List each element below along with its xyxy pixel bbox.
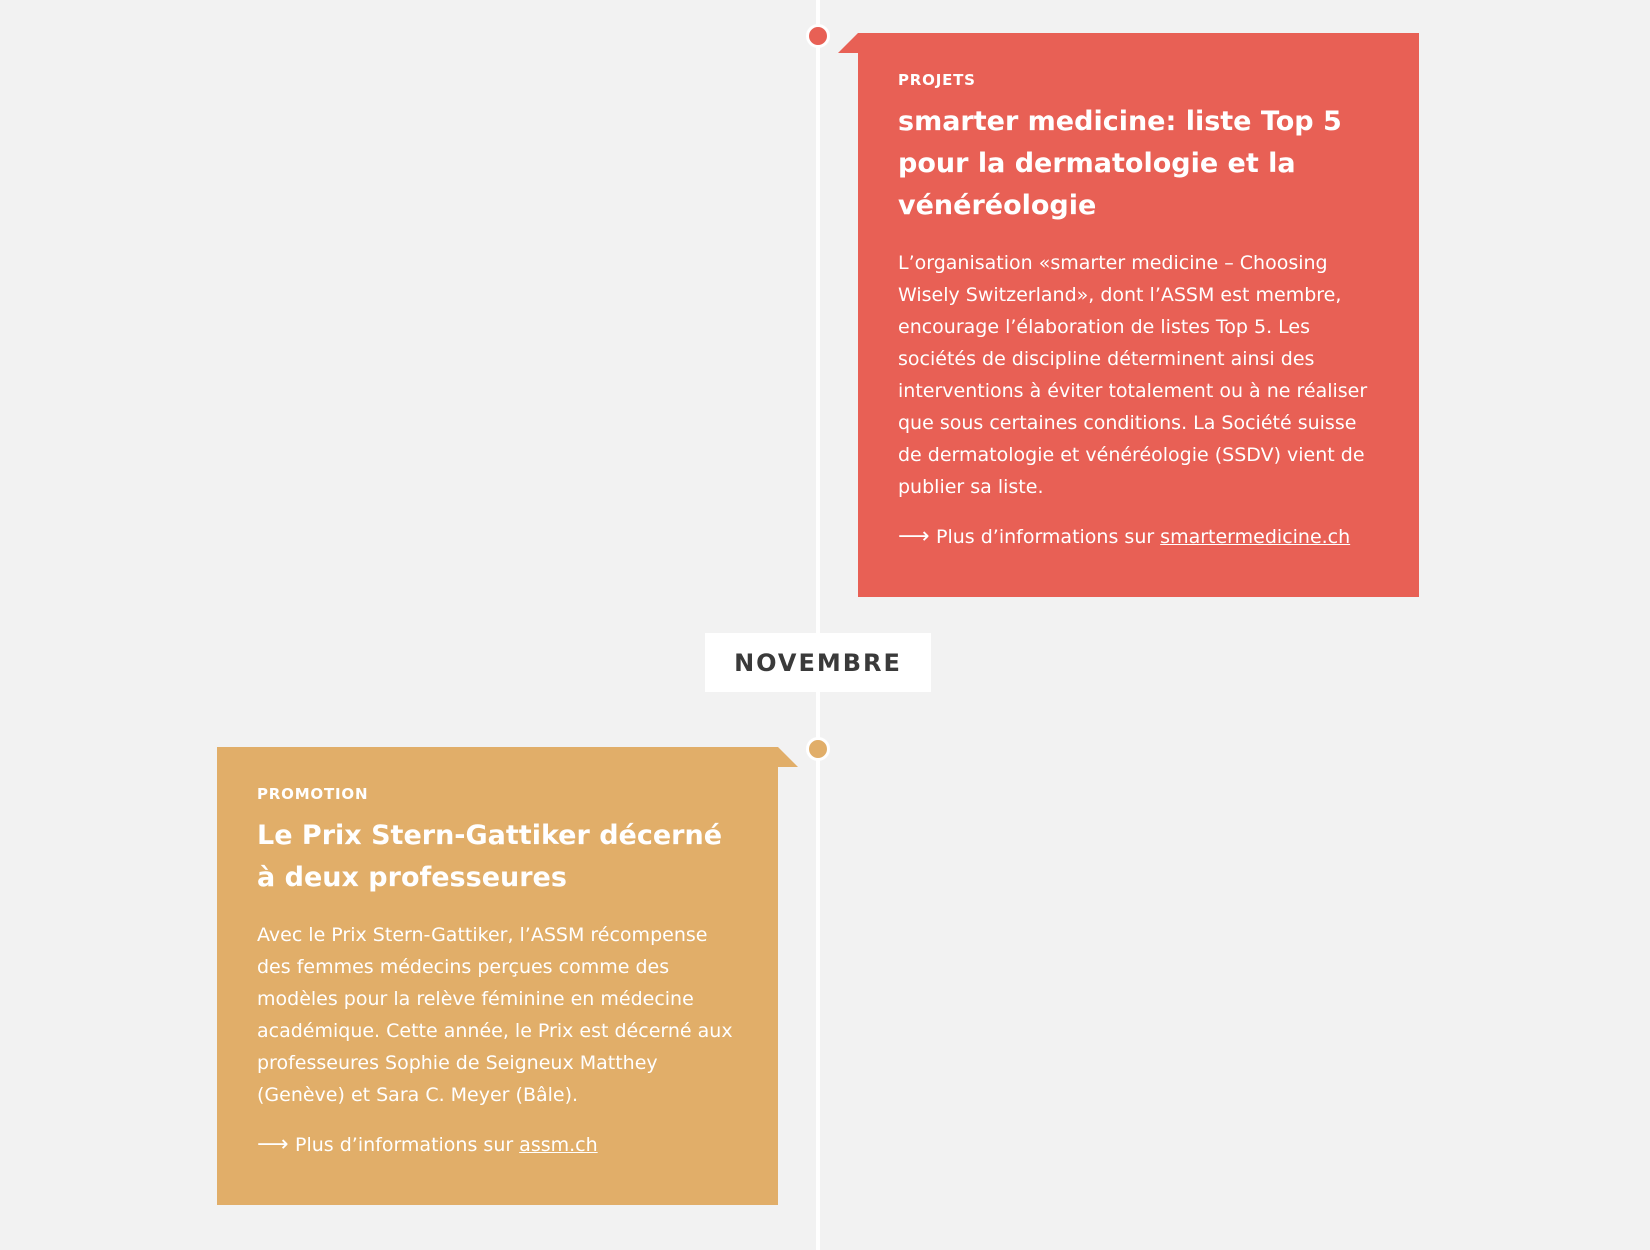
card-title: smarter medicine: liste Top 5 pour la dermatologie et la vénéréologie bbox=[898, 106, 1342, 221]
smartermedicine-link[interactable]: smartermedicine.ch bbox=[1160, 526, 1351, 548]
card-link-prefix: Plus d’informations sur bbox=[295, 1134, 514, 1156]
card-category: PROJETS bbox=[898, 71, 976, 89]
month-label: NOVEMBRE bbox=[705, 633, 931, 692]
timeline-card-promotion bbox=[217, 747, 778, 1205]
timeline-dot-promotion bbox=[806, 737, 830, 761]
timeline-card-projects bbox=[858, 33, 1419, 597]
card-title: Le Prix Stern-Gattiker décerné à deux professeures bbox=[257, 820, 723, 893]
card-link-prefix: Plus d’informations sur bbox=[936, 526, 1155, 548]
card-notch bbox=[778, 747, 798, 767]
arrow-right-icon: ⟶ bbox=[257, 1132, 289, 1157]
card-body: L’organisation «smarter medicine – Choosing Wisely Switzerland», dont l’ASSM est membre, encourage l’élaboration de listes Top 5. Les sociétés de discipline déterminent ainsi des interventions à éviter totalement ou à ne réaliser que sous certaines conditions. La Société suisse de dermatologie et vénéréologie (SSDV) vient de publier sa liste. bbox=[898, 252, 1368, 498]
card-category: PROMOTION bbox=[257, 785, 369, 803]
arrow-right-icon: ⟶ bbox=[898, 524, 930, 549]
timeline-line bbox=[816, 0, 820, 1250]
card-body: Avec le Prix Stern-Gattiker, l’ASSM récompense des femmes médecins perçues comme des modèles pour la relève féminine en médecine académique. Cette année, le Prix est décerné aux professeures Sophie de Seigneux Matthey (Genève) et Sara C. Meyer (Bâle). bbox=[257, 924, 733, 1106]
assm-link[interactable]: assm.ch bbox=[519, 1134, 598, 1156]
card-link-row bbox=[257, 1129, 740, 1161]
card-link-row bbox=[898, 521, 1381, 553]
card-notch bbox=[838, 33, 858, 53]
timeline-dot-projects bbox=[806, 24, 830, 48]
